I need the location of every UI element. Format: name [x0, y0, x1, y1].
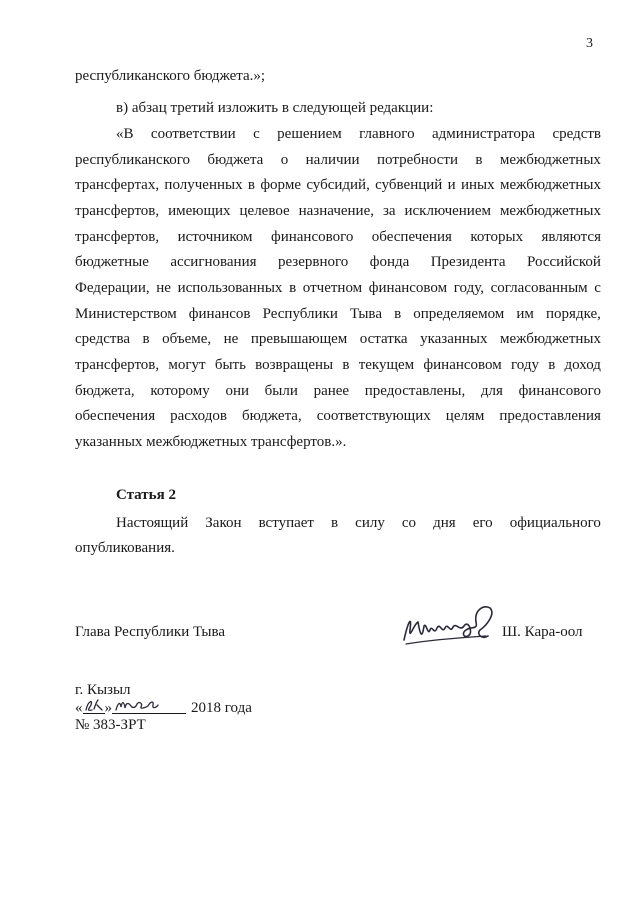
word: Министерством	[75, 306, 177, 322]
word: ассигнования	[170, 254, 257, 270]
word: Закон	[205, 515, 242, 531]
word: субсидий,	[306, 177, 370, 193]
word: которому	[150, 383, 210, 399]
signatory-name: Ш. Кара-оол	[502, 624, 583, 640]
word: превышающем	[250, 331, 348, 347]
justified-line	[75, 406, 601, 426]
word: средства	[75, 331, 131, 347]
word: Федерации,	[75, 280, 150, 296]
word: были	[264, 383, 298, 399]
word: не	[223, 331, 239, 347]
word: в	[342, 357, 350, 373]
justified-line	[116, 513, 601, 533]
word: соответствующих	[316, 408, 431, 424]
word: межбюджетных	[499, 203, 601, 219]
word: которых	[470, 229, 524, 245]
word: силу	[355, 515, 385, 531]
justified-line	[75, 355, 601, 375]
word: в	[247, 177, 255, 193]
word: порядке,	[546, 306, 601, 322]
word: трансфертов,	[75, 203, 160, 219]
word: в	[142, 331, 150, 347]
word: в	[289, 280, 297, 296]
justified-line	[75, 227, 601, 247]
word: не	[156, 280, 171, 296]
word: текущем	[358, 357, 415, 373]
word: Российской	[527, 254, 601, 270]
word: форме	[260, 177, 301, 193]
word: источником	[177, 229, 253, 245]
justified-line	[75, 278, 601, 298]
justified-line	[75, 201, 601, 221]
word: определяемом	[413, 306, 505, 322]
word: потребности	[377, 152, 458, 168]
word: финансового	[518, 383, 601, 399]
word: трансфертов,	[75, 357, 160, 373]
word: предоставлены,	[364, 383, 466, 399]
word: быть	[214, 357, 246, 373]
word: объеме,	[162, 331, 212, 347]
word: расходов	[170, 408, 227, 424]
word: с	[594, 280, 601, 296]
word: в	[475, 152, 483, 168]
word: году,	[453, 280, 484, 296]
text-line: указанных межбюджетных трансфертов.».	[75, 434, 347, 450]
word: исключением	[404, 203, 491, 219]
word: году	[510, 357, 539, 373]
word: финансов	[188, 306, 251, 322]
word: и	[447, 177, 456, 193]
word: резервного	[277, 254, 349, 270]
word: остатка	[359, 331, 408, 347]
word: соответствии	[150, 126, 236, 142]
word: согласованным	[490, 280, 588, 296]
word: возвращены	[255, 357, 334, 373]
date-year: 2018 года	[191, 700, 252, 716]
signatory-position: Глава Республики Тыва	[75, 624, 226, 640]
word: дня	[433, 515, 456, 531]
word: за	[382, 203, 396, 219]
word: указанных	[420, 331, 488, 347]
word: республиканского	[75, 152, 190, 168]
word: бюджета	[207, 152, 264, 168]
word: бюджета,	[242, 408, 302, 424]
word: вступает	[258, 515, 314, 531]
page-number: 3	[586, 36, 593, 51]
word: главного	[359, 126, 415, 142]
date-open-quote: «	[75, 700, 83, 716]
word: бюджета,	[75, 383, 135, 399]
justified-line	[75, 304, 601, 324]
text-line: республиканского бюджета.»;	[75, 68, 266, 84]
word: предоставления	[499, 408, 601, 424]
word: бюджетные	[75, 254, 149, 270]
word: межбюджетных	[499, 331, 601, 347]
word: в	[331, 515, 339, 531]
word: использованных	[177, 280, 283, 296]
word: финансовом	[423, 357, 502, 373]
word: трансфертах,	[75, 177, 160, 193]
word: им	[516, 306, 534, 322]
word: они	[225, 383, 249, 399]
word: официального	[509, 515, 601, 531]
justified-line	[116, 124, 601, 144]
handwritten-signature	[400, 600, 502, 652]
word: Настоящий	[116, 515, 189, 531]
word: «В	[116, 126, 134, 142]
text-line: опубликования.	[75, 540, 175, 556]
justified-line	[75, 252, 601, 272]
word: решением	[277, 126, 342, 142]
justified-line	[75, 150, 601, 170]
word: целям	[445, 408, 485, 424]
word: наличии	[305, 152, 360, 168]
word: могут	[168, 357, 206, 373]
word: субвенций	[375, 177, 443, 193]
justified-line	[75, 381, 601, 401]
word: межбюджетных	[499, 152, 601, 168]
date-day-handwritten	[83, 697, 105, 714]
word: Тыва	[349, 306, 382, 322]
word: обеспечения	[371, 229, 452, 245]
word: имеющих	[168, 203, 231, 219]
word: в	[394, 306, 402, 322]
word: назначение,	[298, 203, 374, 219]
word: с	[253, 126, 260, 142]
word: являются	[541, 229, 601, 245]
word: полученных	[164, 177, 243, 193]
word: в	[548, 357, 556, 373]
word: фонда	[369, 254, 410, 270]
word: Республики	[262, 306, 338, 322]
word: Президента	[430, 254, 506, 270]
word: финансового	[270, 229, 354, 245]
article-heading: Статья 2	[116, 487, 176, 503]
word: финансовом	[368, 280, 448, 296]
word: со	[401, 515, 417, 531]
word: о	[280, 152, 289, 168]
law-number: № 383-ЗРТ	[75, 717, 146, 733]
word: обеспечения	[75, 408, 156, 424]
word: целевое	[239, 203, 290, 219]
word: доход	[564, 357, 601, 373]
text-line: в) абзац третий изложить в следующей редакции:	[116, 100, 434, 116]
date-close-quote: »	[104, 700, 112, 716]
word: его	[472, 515, 493, 531]
justified-line	[75, 175, 601, 195]
word: иных	[461, 177, 495, 193]
city: г. Кызыл	[75, 682, 131, 698]
word: администратора	[432, 126, 536, 142]
date-month-handwritten	[112, 697, 186, 714]
word: средств	[552, 126, 601, 142]
word: трансфертов,	[75, 229, 160, 245]
word: отчетном	[302, 280, 363, 296]
word: межбюджетных	[499, 177, 601, 193]
word: для	[480, 383, 503, 399]
justified-line	[75, 329, 601, 349]
word: ранее	[313, 383, 350, 399]
